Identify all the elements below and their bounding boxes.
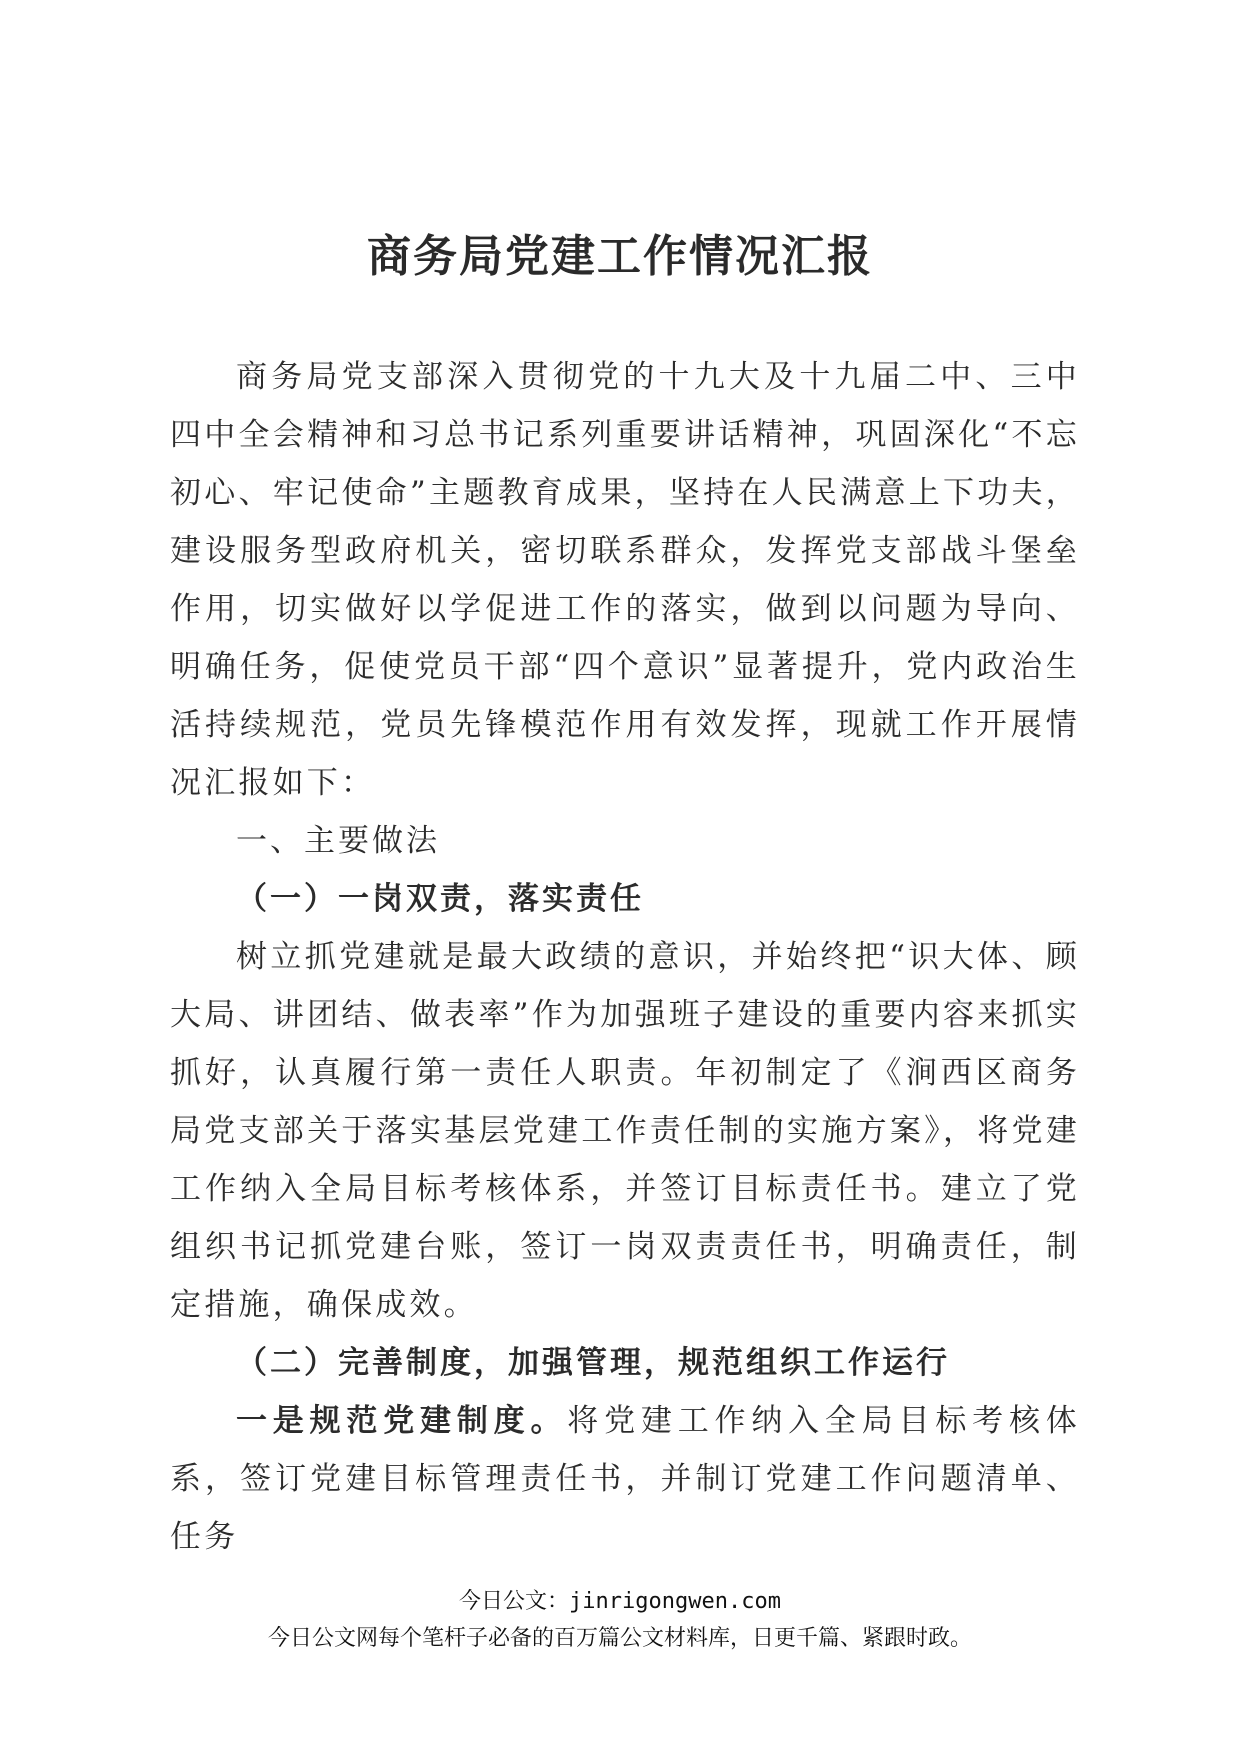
footer-site-label: 今日公文： bbox=[459, 1589, 570, 1614]
section-heading-main-practices: 一、主要做法 bbox=[236, 823, 440, 859]
subsection-2-text: 将党建工作纳入全局目标考核体系，签订党建目标管理责任书，并制订党建工作问题清单、任务 bbox=[170, 1403, 1080, 1555]
footer-slogan: 今日公文网每个笔杆子必备的百万篇公文材料库，日更千篇、紧跟时政。 bbox=[267, 1626, 972, 1651]
document-title: 商务局党建工作情况汇报 bbox=[367, 231, 873, 282]
subsection-2-lead: 一是规范党建制度。 bbox=[236, 1403, 568, 1439]
subsection-1-paragraph: 树立抓党建就是最大政绩的意识，并始终把“识大体、顾大局、讲团结、做表率”作为加强班子建设的重要内容来抓实抓好，认真履行第一责任人职责。年初制定了《涧西区商务局党支部关于落实基层党建工作责任制的实施方案》，将党建工作纳入全局目标考核体系，并签订目标责任书。建立了党组织书记抓党建台账，签订一岗双责责任书，明确责任，制定措施，确保成效。 bbox=[170, 939, 1080, 1323]
document-body bbox=[170, 348, 1080, 1566]
footer-site-url[interactable]: jinrigongwen.com bbox=[569, 1589, 781, 1614]
intro-paragraph: 商务局党支部深入贯彻党的十九大及十九届二中、三中四中全会精神和习总书记系列重要讲话精神，巩固深化“不忘初心、牢记使命”主题教育成果，坚持在人民满意上下功夫，建设服务型政府机关，密切联系群众，发挥党支部战斗堡垒作用，切实做好以学促进工作的落实，做到以问题为导向、明确任务，促使党员干部“四个意识”显著提升，党内政治生活持续规范，党员先锋模范作用有效发挥，现就工作开展情况汇报如下： bbox=[170, 359, 1080, 801]
subsection-heading-1: （一）一岗双责，落实责任 bbox=[236, 881, 644, 917]
subsection-2-paragraph bbox=[170, 1392, 1080, 1566]
footer-site-line bbox=[0, 1587, 1240, 1617]
subsection-heading-2: （二）完善制度，加强管理，规范组织工作运行 bbox=[236, 1345, 950, 1381]
